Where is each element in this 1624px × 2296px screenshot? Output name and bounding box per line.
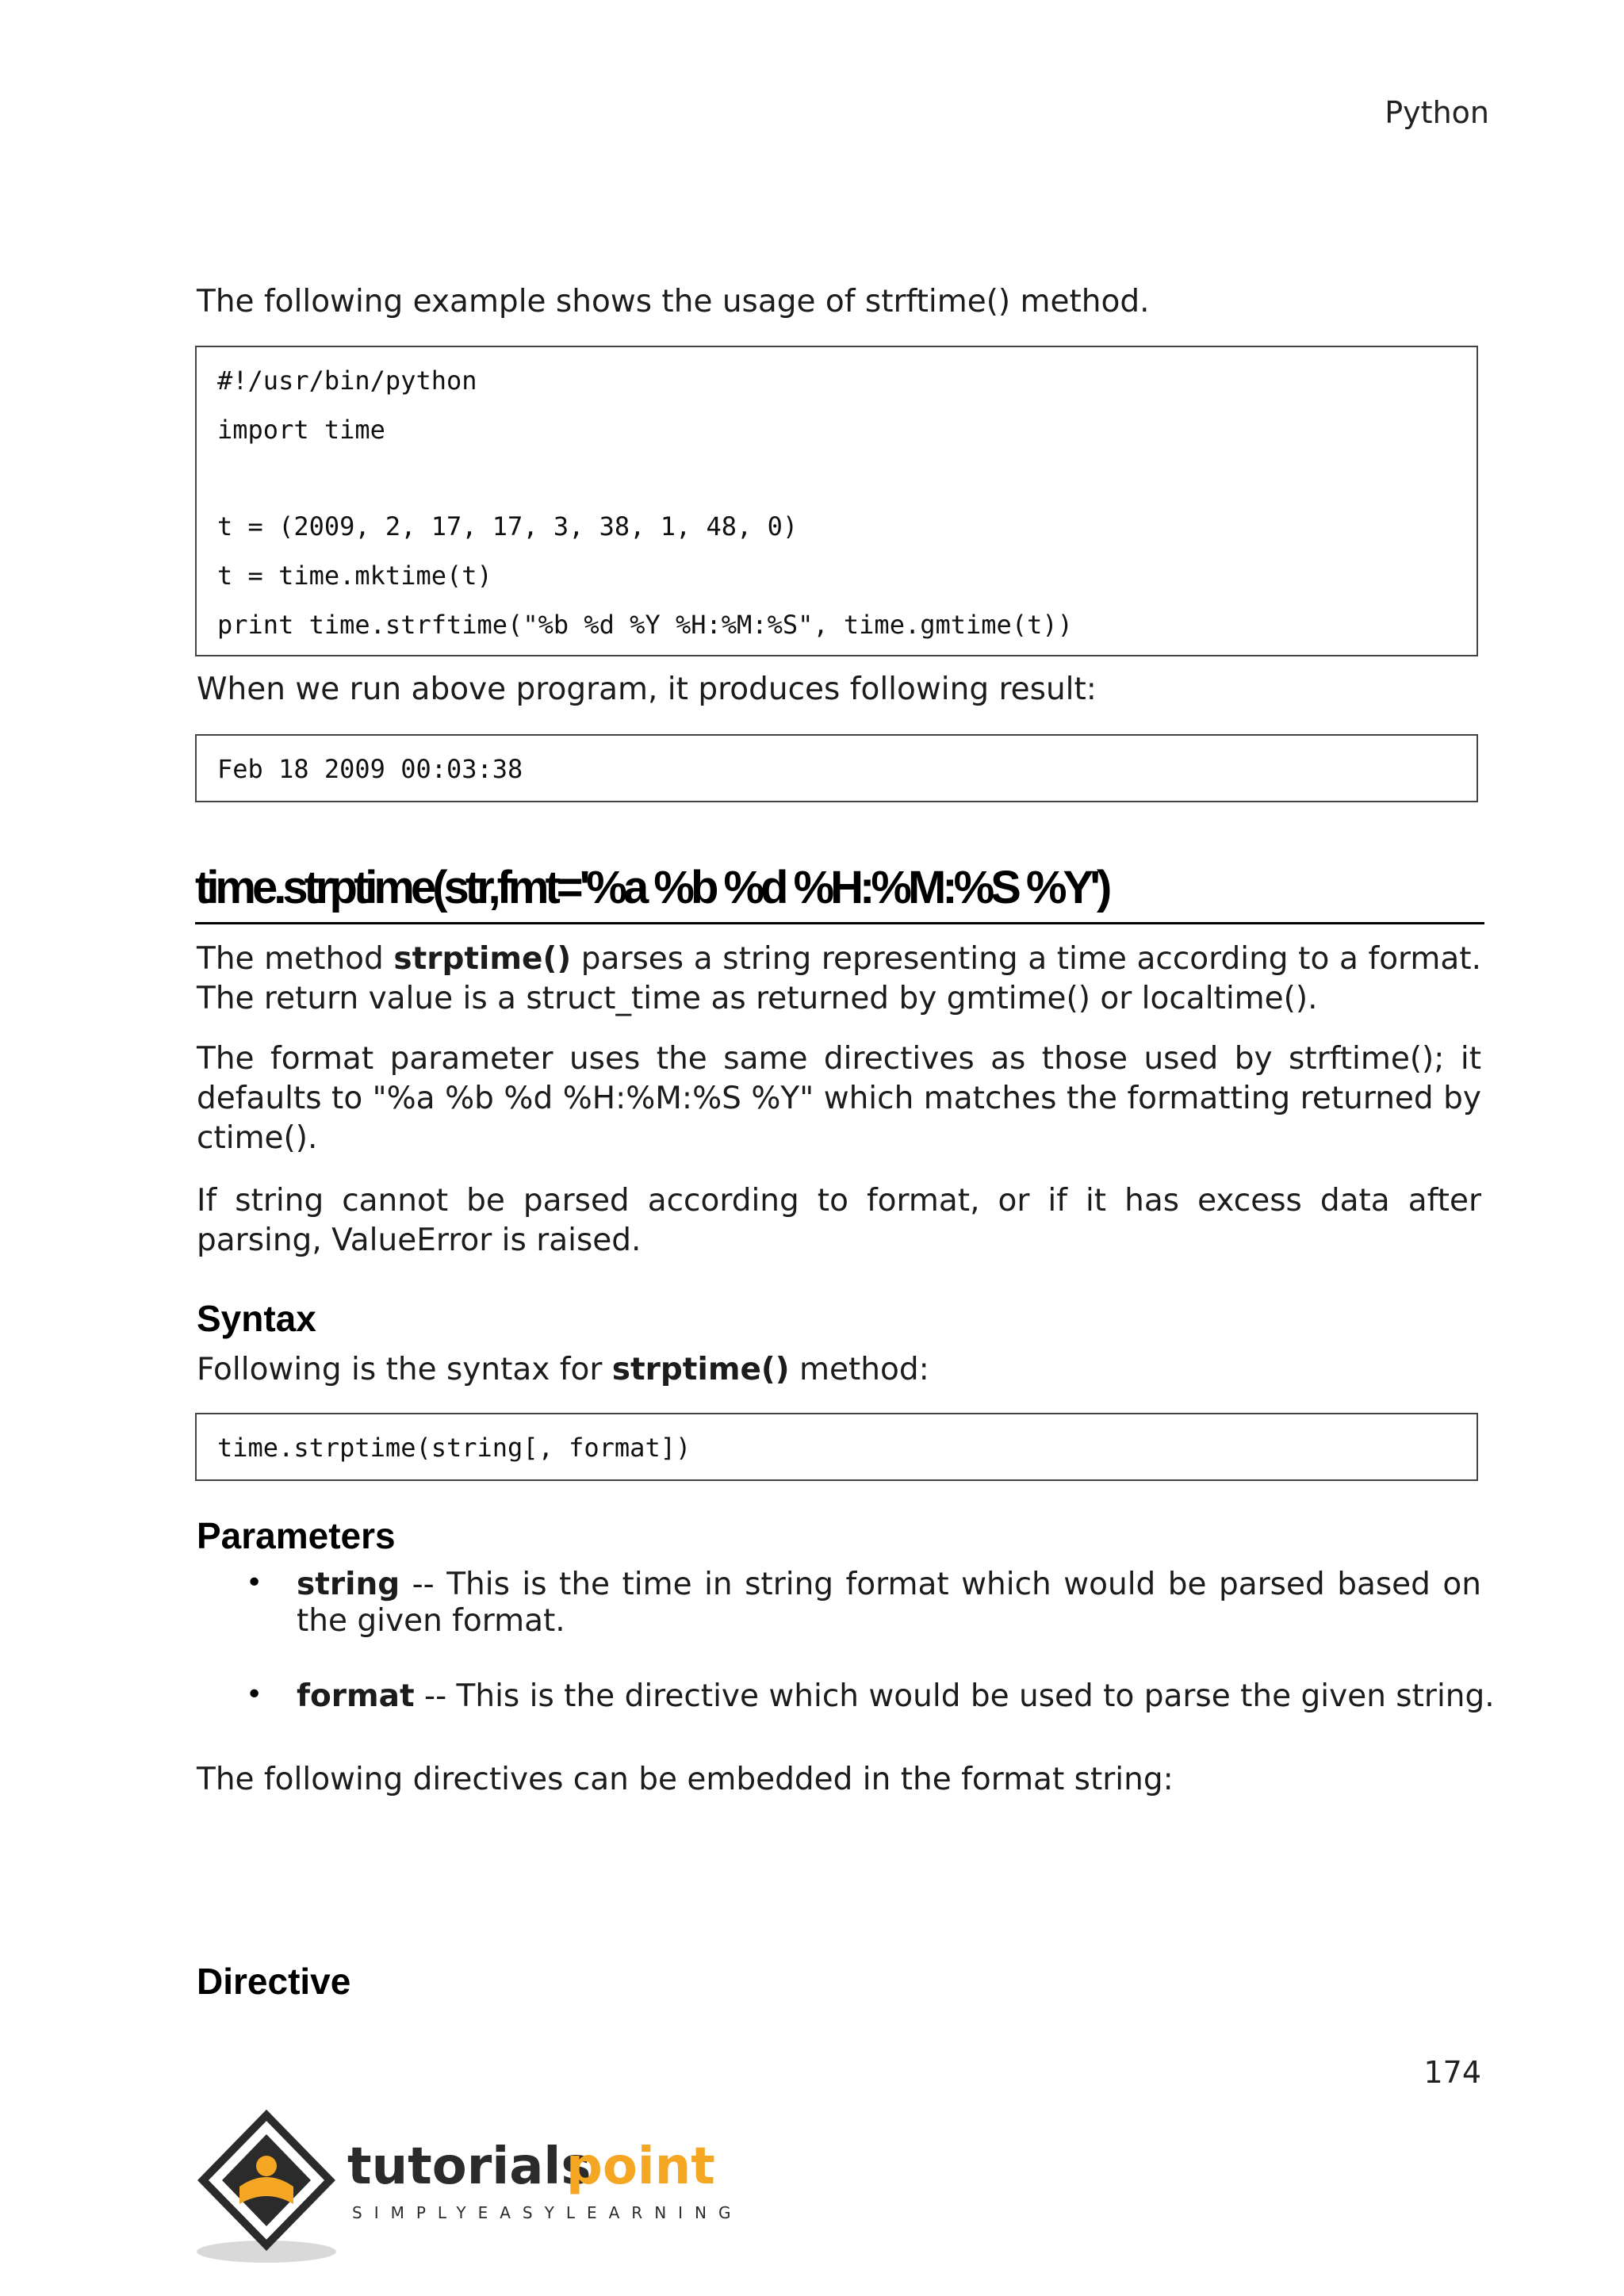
parameter-name: string xyxy=(297,1567,400,1602)
p1-prefix: The method xyxy=(197,941,394,977)
section-heading: time.strptime(str,fmt='%a %b %d %H:%M:%S %Y') xyxy=(195,861,1484,924)
page-number: 174 xyxy=(1423,2055,1481,2090)
syntax-code-line: time.strptime(string[, format]) xyxy=(217,1433,691,1463)
result-code-line: Feb 18 2009 00:03:38 xyxy=(217,754,523,784)
code-line: print time.strftime("%b %d %Y %H:%M:%S", time.gmtime(t)) xyxy=(217,610,1073,640)
parameter-desc: -- This is the directive which would be used to parse the given string. xyxy=(414,1678,1495,1714)
directive-heading: Directive xyxy=(197,1961,351,2002)
description-paragraph xyxy=(197,939,1481,1019)
tutorialspoint-logo xyxy=(193,2110,743,2269)
intro-paragraph: The following example shows the usage of strftime() method. xyxy=(197,284,1150,320)
syntax-heading: Syntax xyxy=(197,1298,316,1339)
result-code-block xyxy=(195,734,1478,802)
bullet: • xyxy=(246,1567,263,1599)
running-header-title: Python xyxy=(1385,95,1489,130)
parameters-heading: Parameters xyxy=(197,1515,396,1556)
method-name-bold: strptime() xyxy=(393,941,572,977)
parameter-item xyxy=(297,1678,1494,1715)
parameter-desc: -- This is the time in string format which would be parsed based on the given format. xyxy=(297,1567,1481,1639)
example-code-block xyxy=(195,346,1478,656)
logo-head-icon xyxy=(256,2156,277,2176)
parameter-name: format xyxy=(297,1678,415,1714)
code-line: t = time.mktime(t) xyxy=(217,561,492,591)
code-line: t = (2009, 2, 17, 17, 3, 38, 1, 48, 0) xyxy=(217,511,799,541)
syntax-intro xyxy=(197,1350,1481,1390)
bullet: • xyxy=(246,1678,263,1711)
format-paragraph: The format parameter uses the same directives as those used by strftime(); it defaults to "%a %b %d %H:%M:%S %Y" which matches the formatting returned by ctime(). xyxy=(197,1041,1481,1156)
result-intro-paragraph: When we run above program, it produces following result: xyxy=(197,672,1097,707)
syntax-code-block xyxy=(195,1413,1478,1481)
syntax-method-bold: strptime() xyxy=(611,1352,790,1387)
syntax-intro-prefix: Following is the syntax for xyxy=(197,1352,612,1387)
directives-intro: The following directives can be embedded in the format string: xyxy=(197,1762,1174,1797)
logo-svg xyxy=(193,2110,743,2269)
p1-rest: parses a string representing a time according to a format. The return value is a struct_time as returned by gmtime() or localtime(). xyxy=(197,941,1481,1016)
parameter-item xyxy=(297,1567,1481,1640)
logo-wordmark-main: tutorials xyxy=(347,2137,592,2196)
error-paragraph: If string cannot be parsed according to format, or if it has excess data after parsing, ValueError is raised. xyxy=(197,1183,1481,1258)
logo-tagline: SIMPLYEASYLEARNING xyxy=(352,2203,743,2222)
syntax-intro-suffix: method: xyxy=(789,1352,929,1387)
logo-wordmark-accent: point xyxy=(566,2137,715,2196)
code-line: #!/usr/bin/python xyxy=(217,365,477,396)
code-line: import time xyxy=(217,415,385,445)
